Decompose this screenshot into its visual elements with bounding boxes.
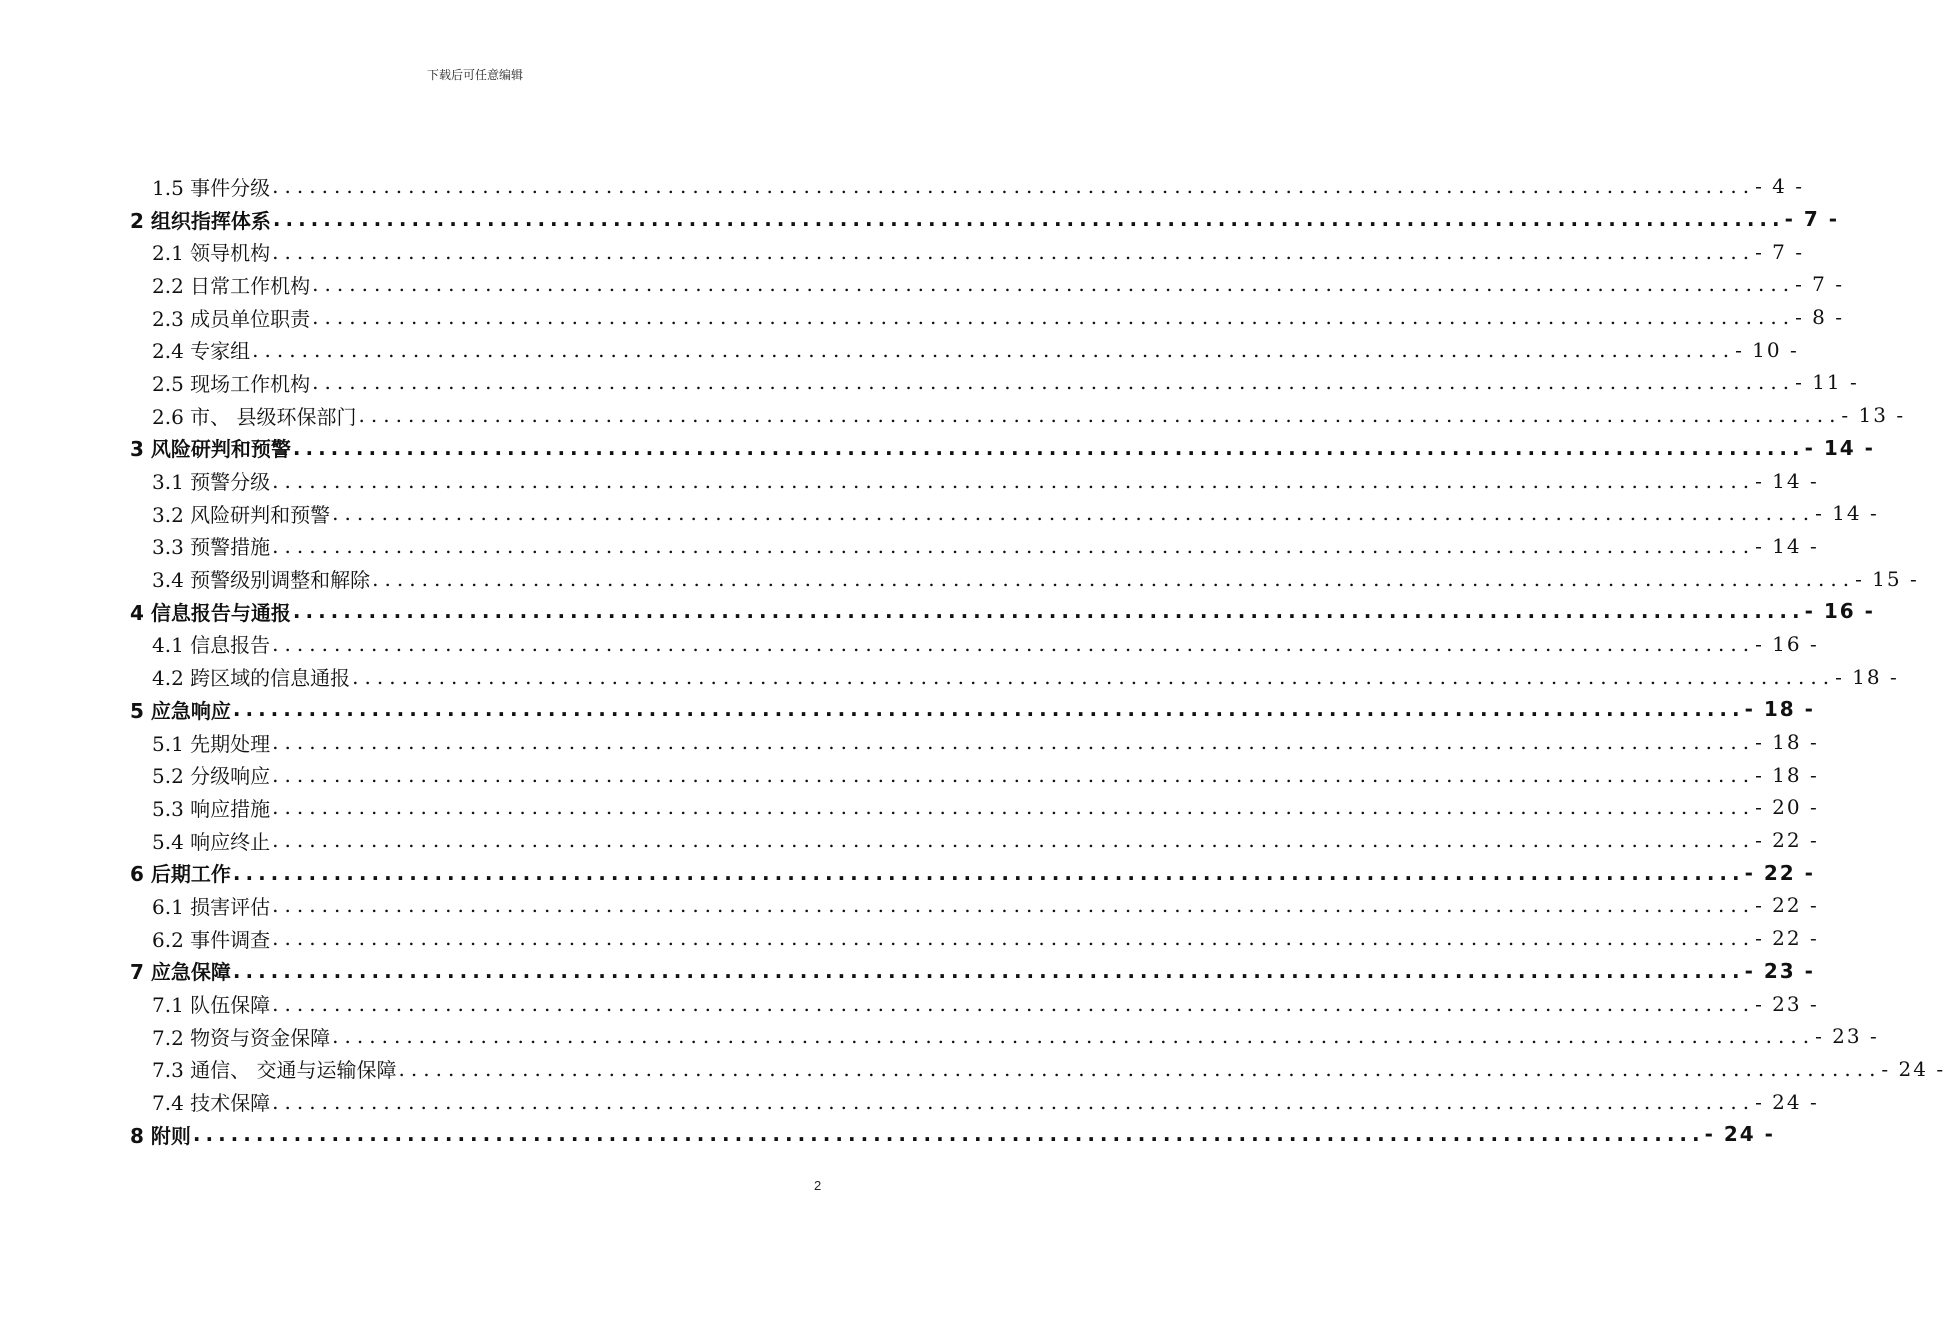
toc-chapter-entry (0, 203, 1840, 236)
toc-entry-page: - 14 - (1755, 533, 1819, 558)
toc-entry-title: 物资与资金保障 (190, 1025, 331, 1050)
toc-section-entry (0, 268, 1845, 301)
toc-entry-label (152, 662, 350, 691)
toc-entry-number: 3.2 (152, 502, 184, 527)
toc-entry-label (152, 564, 370, 593)
toc-dot-leader: ........................................................................................................................ (192, 1122, 1705, 1147)
toc-entry-label (152, 989, 270, 1018)
toc-section-entry (0, 235, 1805, 268)
toc-entry-title: 市、 县级环保部门 (190, 404, 357, 429)
toc-section-entry (0, 530, 1819, 563)
toc-entry-page: - 22 - (1755, 926, 1819, 951)
toc-entry-number: 2.6 (152, 404, 184, 429)
toc-chapter-entry (0, 693, 1815, 726)
toc-entry-page: - 23 - (1755, 991, 1819, 1016)
toc-entry-page: - 18 - (1755, 762, 1819, 787)
toc-entry-label (152, 728, 270, 757)
toc-entry-label (152, 826, 270, 855)
toc-dot-leader: ........................................................................................................................ (232, 697, 1745, 722)
toc-entry-title: 队伍保障 (190, 993, 271, 1018)
toc-entry-page: - 24 - (1881, 1056, 1945, 1081)
toc-section-entry (0, 399, 1906, 432)
toc-dot-leader: ........................................................................................................................ (272, 828, 1756, 853)
toc-chapter-entry (0, 955, 1815, 988)
toc-dot-leader: ........................................................................................................................ (272, 631, 1756, 656)
toc-entry-number: 3.1 (152, 470, 184, 495)
toc-entry-label (130, 956, 231, 985)
toc-entry-number: 2.4 (152, 339, 184, 364)
toc-dot-leader: ........................................................................................................................ (232, 860, 1745, 885)
toc-entry-number: 7.3 (152, 1058, 184, 1083)
toc-entry-number: 8 (130, 1123, 144, 1148)
toc-entry-number: 3.3 (152, 535, 184, 560)
page-number: 2 (814, 1178, 822, 1193)
toc-entry-number: 7.1 (152, 993, 184, 1018)
toc-entry-label (130, 205, 271, 234)
toc-entry-label (152, 760, 270, 789)
toc-entry-title: 预警分级 (190, 470, 271, 495)
toc-entry-page: - 10 - (1735, 337, 1799, 362)
toc-entry-page: - 8 - (1795, 305, 1845, 330)
toc-section-entry (0, 1020, 1879, 1053)
toc-entry-number: 4.1 (152, 633, 184, 658)
toc-section-entry (0, 824, 1819, 857)
toc-section-entry (0, 1085, 1819, 1118)
toc-entry-label (152, 1022, 330, 1051)
toc-section-entry (0, 922, 1819, 955)
toc-entry-title: 响应措施 (190, 796, 271, 821)
toc-section-entry (0, 562, 1919, 595)
toc-entry-title: 领导机构 (190, 241, 271, 266)
toc-chapter-entry (0, 1118, 1775, 1151)
toc-entry-page: - 22 - (1755, 828, 1819, 853)
toc-entry-number: 5.4 (152, 829, 184, 854)
toc-entry-title: 附则 (150, 1123, 191, 1148)
toc-entry-page: - 23 - (1815, 1024, 1879, 1049)
toc-section-entry (0, 660, 1899, 693)
toc-entry-label (130, 433, 291, 462)
toc-entry-number: 2 (130, 208, 144, 233)
table-of-contents (0, 170, 1945, 1151)
toc-entry-page: - 11 - (1795, 370, 1859, 395)
toc-entry-label (152, 237, 270, 266)
toc-entry-title: 技术保障 (190, 1091, 271, 1116)
toc-entry-label (152, 891, 270, 920)
toc-entry-number: 4 (130, 600, 144, 625)
toc-dot-leader: ........................................................................................................................ (358, 403, 1842, 428)
toc-entry-title: 事件调查 (190, 927, 271, 952)
toc-entry-label (130, 695, 231, 724)
toc-dot-leader: ........................................................................................................................ (272, 533, 1756, 558)
toc-entry-label (152, 1087, 270, 1116)
toc-dot-leader: ........................................................................................................................ (272, 991, 1756, 1016)
toc-dot-leader: ........................................................................................................................ (332, 501, 1816, 526)
toc-entry-page: - 13 - (1841, 403, 1906, 428)
toc-entry-page: - 24 - (1755, 1089, 1819, 1114)
toc-entry-number: 1.5 (152, 175, 184, 200)
toc-entry-page: - 18 - (1755, 730, 1819, 755)
toc-dot-leader: ........................................................................................................................ (272, 239, 1756, 264)
toc-entry-label (152, 1054, 397, 1083)
toc-dot-leader: ........................................................................................................................ (232, 958, 1745, 983)
toc-section-entry (0, 301, 1845, 334)
toc-entry-title: 成员单位职责 (190, 306, 311, 331)
toc-entry-page: - 20 - (1755, 795, 1819, 820)
toc-entry-number: 6.1 (152, 894, 184, 919)
toc-entry-page: - 22 - (1755, 893, 1819, 918)
toc-entry-number: 5.1 (152, 731, 184, 756)
toc-section-entry (0, 987, 1819, 1020)
toc-entry-title: 后期工作 (150, 862, 231, 887)
toc-entry-page: - 18 - (1744, 697, 1815, 722)
toc-dot-leader: ........................................................................................................................ (372, 566, 1856, 591)
toc-entry-number: 3.4 (152, 568, 184, 593)
toc-entry-label (130, 858, 231, 887)
toc-entry-title: 现场工作机构 (190, 371, 311, 396)
toc-entry-number: 5.3 (152, 796, 184, 821)
toc-entry-number: 7.2 (152, 1025, 184, 1050)
toc-chapter-entry (0, 856, 1815, 889)
toc-entry-page: - 7 - (1755, 239, 1805, 264)
toc-entry-title: 风险研判和预警 (150, 437, 291, 462)
toc-entry-page: - 16 - (1755, 631, 1819, 656)
toc-entry-number: 7.4 (152, 1091, 184, 1116)
toc-entry-label (152, 401, 357, 430)
toc-dot-leader: ........................................................................................................................ (272, 1089, 1756, 1114)
toc-entry-number: 5 (130, 698, 144, 723)
toc-entry-title: 通信、 交通与运输保障 (190, 1058, 397, 1083)
toc-entry-page: - 7 - (1795, 272, 1845, 297)
toc-entry-number: 2.5 (152, 371, 184, 396)
toc-dot-leader: ........................................................................................................................ (312, 305, 1796, 330)
toc-dot-leader: ........................................................................................................................ (332, 1024, 1816, 1049)
toc-entry-page: - 24 - (1704, 1122, 1775, 1147)
toc-section-entry (0, 758, 1819, 791)
toc-dot-leader: ........................................................................................................................ (272, 926, 1756, 951)
toc-entry-number: 3 (130, 437, 144, 462)
toc-entry-label (152, 335, 250, 364)
toc-section-entry (0, 791, 1819, 824)
toc-entry-title: 信息报告 (190, 633, 271, 658)
toc-entry-page: - 23 - (1744, 958, 1815, 983)
header-note: 下载后可任意编辑 (426, 68, 523, 82)
toc-entry-label (152, 466, 270, 495)
toc-dot-leader: ........................................................................................................................ (272, 174, 1756, 199)
toc-dot-leader: ........................................................................................................................ (292, 599, 1805, 624)
toc-entry-label (152, 368, 310, 397)
toc-entry-title: 信息报告与通报 (150, 600, 291, 625)
toc-entry-label (152, 499, 330, 528)
toc-entry-number: 6 (130, 862, 144, 887)
toc-entry-label (152, 793, 270, 822)
toc-entry-page: - 14 - (1755, 468, 1819, 493)
toc-entry-page: - 15 - (1855, 566, 1919, 591)
toc-entry-page: - 16 - (1804, 599, 1875, 624)
toc-entry-title: 风险研判和预警 (190, 502, 331, 527)
toc-entry-number: 2.2 (152, 273, 184, 298)
toc-dot-leader: ........................................................................................................................ (252, 337, 1736, 362)
toc-chapter-entry (0, 432, 1875, 465)
toc-entry-number: 5.2 (152, 764, 184, 789)
toc-dot-leader: ........................................................................................................................ (398, 1056, 1882, 1081)
toc-entry-label (152, 629, 270, 658)
toc-entry-title: 响应终止 (190, 829, 271, 854)
toc-section-entry (0, 1053, 1945, 1086)
toc-section-entry (0, 726, 1819, 759)
toc-dot-leader: ........................................................................................................................ (312, 370, 1796, 395)
toc-dot-leader: ........................................................................................................................ (272, 468, 1756, 493)
toc-dot-leader: ........................................................................................................................ (272, 795, 1756, 820)
toc-entry-number: 7 (130, 960, 144, 985)
toc-entry-page: - 7 - (1784, 207, 1840, 232)
toc-entry-label (152, 924, 270, 953)
toc-entry-page: - 18 - (1835, 664, 1899, 689)
toc-dot-leader: ........................................................................................................................ (312, 272, 1796, 297)
toc-chapter-entry (0, 595, 1875, 628)
toc-entry-page: - 4 - (1755, 174, 1805, 199)
toc-entry-title: 跨区域的信息通报 (190, 666, 351, 691)
toc-dot-leader: ........................................................................................................................ (272, 730, 1756, 755)
toc-entry-title: 先期处理 (190, 731, 271, 756)
toc-entry-label (130, 597, 291, 626)
toc-section-entry (0, 333, 1799, 366)
toc-entry-number: 2.3 (152, 306, 184, 331)
toc-entry-page: - 14 - (1815, 501, 1879, 526)
toc-entry-label (152, 270, 310, 299)
toc-section-entry (0, 889, 1819, 922)
toc-entry-number: 4.2 (152, 666, 184, 691)
toc-section-entry (0, 464, 1819, 497)
toc-entry-label (152, 172, 270, 201)
toc-entry-title: 专家组 (190, 339, 251, 364)
toc-dot-leader: ........................................................................................................................ (272, 207, 1785, 232)
toc-entry-title: 预警级别调整和解除 (190, 568, 371, 593)
toc-entry-label (152, 531, 270, 560)
toc-entry-label (130, 1120, 191, 1149)
toc-section-entry (0, 366, 1859, 399)
toc-entry-page: - 14 - (1804, 435, 1875, 460)
toc-section-entry (0, 497, 1879, 530)
toc-section-entry (0, 170, 1805, 203)
toc-dot-leader: ........................................................................................................................ (272, 762, 1756, 787)
toc-entry-title: 预警措施 (190, 535, 271, 560)
toc-dot-leader: ........................................................................................................................ (272, 893, 1756, 918)
toc-dot-leader: ........................................................................................................................ (292, 435, 1805, 460)
toc-entry-title: 分级响应 (190, 764, 271, 789)
toc-entry-number: 2.1 (152, 241, 184, 266)
toc-entry-title: 事件分级 (190, 175, 271, 200)
toc-section-entry (0, 628, 1819, 661)
toc-dot-leader: ........................................................................................................................ (352, 664, 1836, 689)
toc-entry-title: 组织指挥体系 (150, 208, 271, 233)
toc-entry-title: 应急响应 (150, 698, 231, 723)
toc-entry-title: 应急保障 (150, 960, 231, 985)
toc-entry-label (152, 303, 310, 332)
toc-entry-number: 6.2 (152, 927, 184, 952)
toc-entry-title: 损害评估 (190, 894, 271, 919)
toc-entry-title: 日常工作机构 (190, 273, 311, 298)
toc-entry-page: - 22 - (1744, 860, 1815, 885)
